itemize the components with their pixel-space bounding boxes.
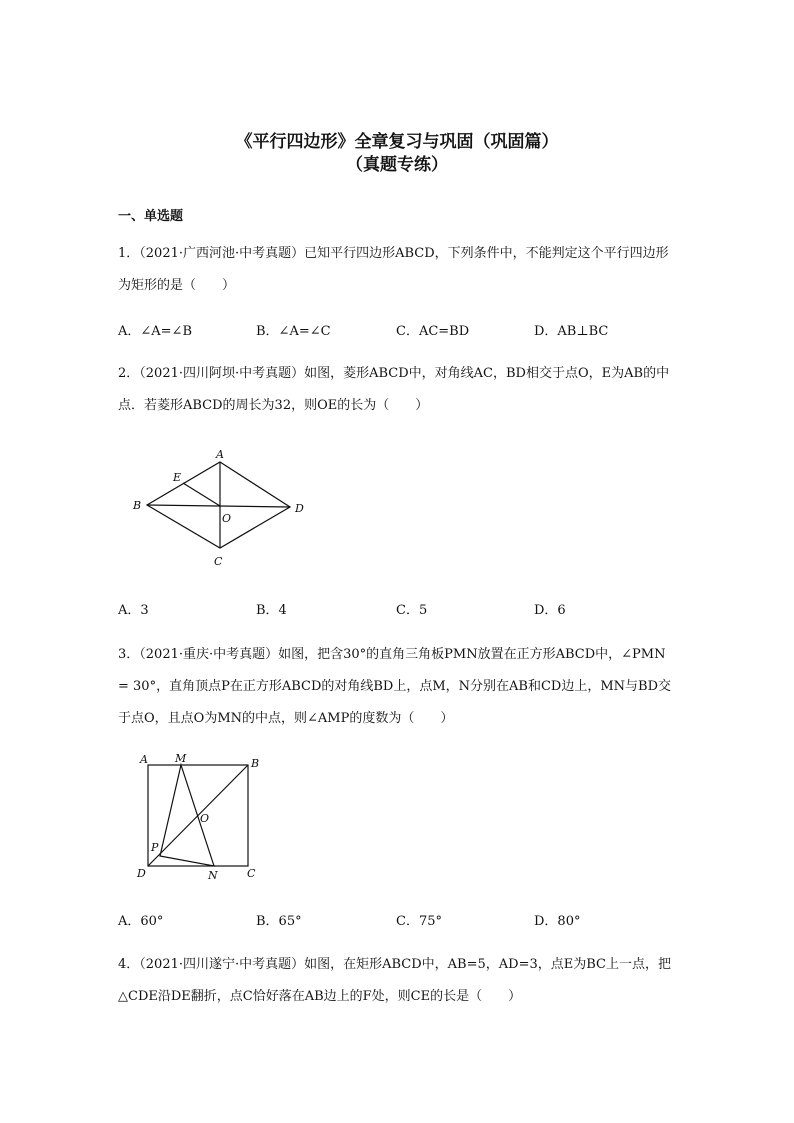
option-c: C．AC=BD: [396, 324, 470, 339]
question-3-text: 3．（2021·重庆·中考真题）如图，把含30°的直角三角板PMN放置在正方形ABCD中，∠PMN = 30°，直角顶点P在正方形ABCD的对角线BD上，点M，N分别在AB和CD边上，MN与BD交于点O，且点O为MN的中点，则∠AMP的度数为（ ）: [118, 647, 672, 726]
label-b: B: [251, 757, 260, 770]
label-d: D: [137, 867, 146, 880]
question-4-text: 4．（2021·四川遂宁·中考真题）如图，在矩形ABCD中，AB=5，AD=3，点E为BC上一点，把△CDE沿DE翻折，点C恰好落在AB边上的F处，则CE的长是（ ）: [118, 957, 671, 1004]
option-b: B．∠A=∠C: [256, 324, 331, 339]
option-d: D．6: [534, 603, 566, 618]
page-subtitle: （真题专练）: [346, 155, 448, 175]
option-d: D．AB⊥BC: [534, 324, 609, 339]
option-a: A．∠A=∠B: [118, 324, 193, 339]
option-b: B．65°: [256, 914, 302, 929]
label-b: B: [133, 499, 142, 512]
label-o: O: [200, 812, 210, 825]
section-heading: 一、单选题: [118, 209, 184, 224]
option-b: B．4: [256, 603, 287, 618]
label-n: N: [208, 869, 218, 882]
label-m: M: [175, 752, 187, 765]
page-title: 《平行四边形》全章复习与巩固（巩固篇）: [235, 132, 559, 152]
question-2-text: 2．（2021·四川阿坝·中考真题）如图，菱形ABCD中，对角线AC，BD相交于点O，E为AB的中点．若菱形ABCD的周长为32，则OE的长为（ ）: [118, 366, 670, 413]
label-o: O: [222, 512, 232, 525]
label-c: C: [214, 555, 223, 568]
label-e: E: [173, 471, 182, 484]
question-1-text: 1．（2021·广西河池·中考真题）已知平行四边形ABCD，下列条件中，不能判定这个平行四边形为矩形的是（ ）: [118, 246, 669, 293]
option-c: C．5: [396, 603, 428, 618]
option-a: A．60°: [118, 914, 164, 929]
label-p: P: [151, 841, 159, 854]
option-a: A．3: [118, 603, 149, 618]
label-a: A: [216, 448, 224, 461]
label-c: C: [247, 867, 256, 880]
option-d: D．80°: [534, 914, 581, 929]
label-a: A: [140, 753, 148, 766]
label-d: D: [295, 502, 304, 515]
question-3-options: [118, 910, 698, 930]
option-c: C．75°: [396, 914, 442, 929]
